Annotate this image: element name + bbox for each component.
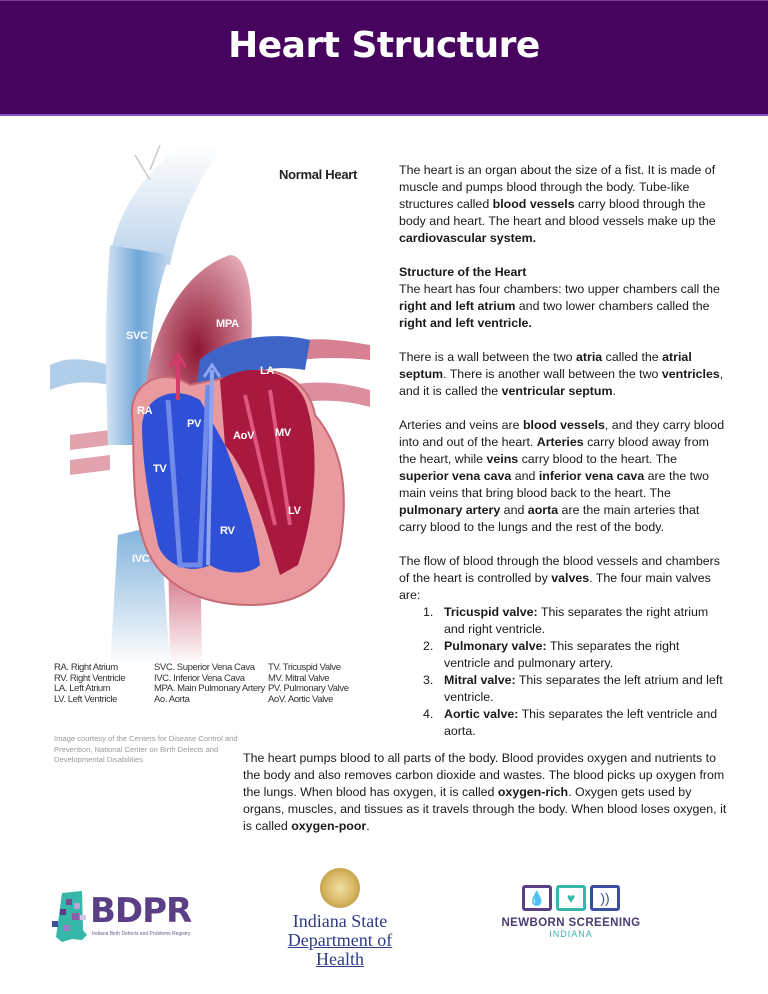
figure-title: Normal Heart [279,167,358,182]
diagram-legend [54,663,374,705]
septum-paragraph: There is a wall between the two atria called the atrial septum. There is another wall between the two ventricles, and it is called the ventricular septum. [399,350,724,398]
label-mv: MV [275,427,291,439]
list-item: 2. Pulmonary valve: This separates the right ventricle and pulmonary artery. [423,639,680,670]
vessels-paragraph: Arteries and veins are blood vessels, and they carry blood into and out of the heart. Arteries carry blood away from the heart, while veins carry blood to the heart. The superior vena cava and inferior vena cava are the two main veins that bring blood back to the heart. The pulmonary artery and aorta are the main arteries that carry blood to the lungs and the rest of the body. [399,418,725,534]
label-ra: RA [137,405,153,417]
legend-item: IVC. Inferior Vena Cava [154,672,245,684]
isdh-logo [265,868,415,969]
label-ivc: IVC [132,553,150,565]
page-title: Heart Structure [228,25,540,66]
label-rv: RV [220,525,235,537]
label-lv: LV [288,505,301,517]
legend-item: MPA. Main Pulmonary Artery [154,683,265,694]
page-header [0,0,768,116]
structure-heading: Structure of the Heart [399,265,527,279]
legend-item: RV. Right Ventricle [54,672,126,684]
list-item: 3. Mitral valve: This separates the left atrium and left ventricle. [423,673,723,704]
legend-item: AoV. Aortic Valve [268,693,334,705]
label-mpa: MPA [216,318,239,330]
sound-icon: )) [590,885,620,911]
valves-paragraph: The flow of blood through the blood vessels and chambers of the heart is controlled by valves. The four main valves are: [399,554,720,602]
main-text-column [399,162,729,740]
list-item: 4. Aortic valve: This separates the left ventricle and aorta. [423,707,718,738]
label-svc: SVC [126,330,148,342]
heart-illustration [50,145,370,665]
newborn-screening-logo [496,885,646,955]
isdh-line2: Department of Health [287,930,393,969]
nbs-line2: INDIANA [549,929,593,939]
intro-paragraph: The heart is an organ about the size of a fist. It is made of muscle and pumps blood through the body. Tube-like structures called blood vessels carry blood through the body and heart. The heart and blood vessels make up the cardiovascular system. [399,163,716,245]
list-item: 1. Tricuspid valve: This separates the right atrium and right ventricle. [423,605,709,636]
legend-item: PV. Pulmonary Valve [268,683,349,694]
legend-item: SVC. Superior Vena Cava [154,662,255,673]
bdpr-subtitle: Indiana Birth Defects and Problems Registry [92,931,191,937]
drop-icon: 💧 [522,885,552,911]
label-aov: AoV [233,430,255,442]
bdpr-wordmark: BDPR [90,891,192,931]
legend-item: Ao. Aorta [154,693,190,705]
label-pv: PV [187,418,202,430]
structure-paragraph: Structure of the Heart The heart has four chambers: two upper chambers call the right and left atrium and two lower chambers called the right and left ventricle. [399,265,720,330]
valves-list [399,604,729,740]
legend-item: MV. Mitral Valve [268,672,330,684]
image-credit: Image courtesy of the Centers for Disease Control and Prevention, National Center on Birth Defects and Developmental Disabilities [54,734,238,764]
legend-item: RA. Right Atrium [54,662,118,673]
oxygen-paragraph: The heart pumps blood to all parts of the body. Blood provides oxygen and nutrients to the body and also removes carbon dioxide and wastes. The blood picks up oxygen from the lungs. When blood has oxygen, it is called oxygen-rich. Oxygen gets used by organs, muscles, and tissues as it travels through the body. When blood loses oxygen, it is called oxygen-poor. [243,751,727,833]
label-tv: TV [153,463,167,475]
legend-item: LV. Left Ventricle [54,693,118,705]
heart-icon: ♥ [556,885,586,911]
heart-diagram [50,145,370,665]
label-ao: Ao [155,303,170,315]
nbs-line1: NEWBORN SCREENING [501,917,641,929]
label-la: LA [260,365,275,377]
state-seal-icon [320,868,360,908]
legend-item: LA. Left Atrium [54,683,111,694]
isdh-line1: Indiana State [292,911,388,931]
bdpr-logo [52,885,192,945]
legend-item: TV. Tricuspid Valve [268,662,341,673]
